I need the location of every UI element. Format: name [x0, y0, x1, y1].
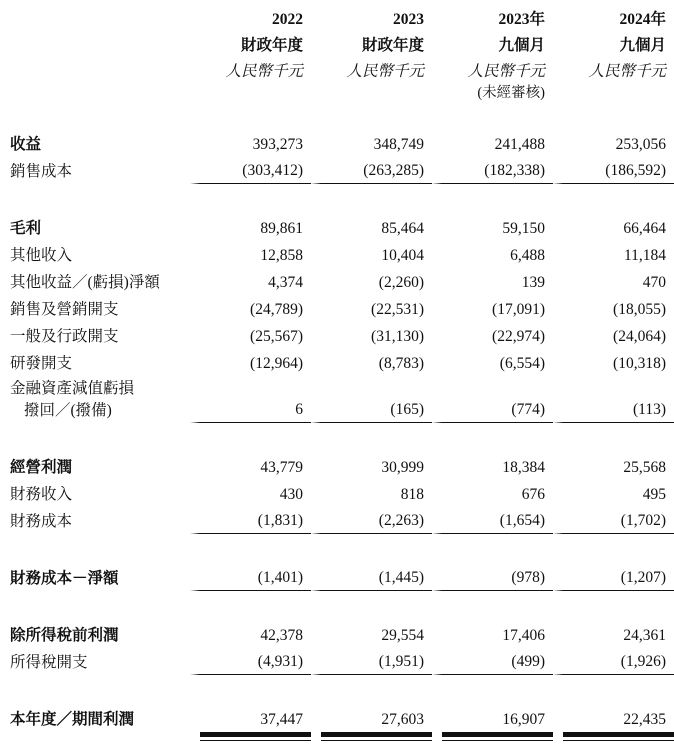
value-cell: 18,384 — [502, 458, 545, 476]
empty-cell — [311, 376, 432, 398]
value-cell: (10,318) — [613, 354, 666, 372]
value-cell: (22,974) — [492, 327, 545, 345]
row-label: 財務成本－淨額 — [10, 569, 119, 587]
row-label: 毛利 — [10, 219, 42, 237]
value-cell: (303,412) — [190, 157, 311, 184]
value-cell: 11,184 — [623, 246, 666, 264]
value-cell: 27,603 — [381, 710, 424, 728]
row-label: 本年度／期間利潤 — [10, 710, 135, 728]
header-spacer — [311, 84, 432, 104]
row-impairment-reversal-provision — [0, 398, 674, 423]
value-cell: (2,263) — [311, 507, 432, 534]
value-cell: (31,130) — [371, 327, 424, 345]
header-spacer — [0, 6, 190, 32]
value-cell: 676 — [521, 485, 545, 503]
value-cell: (6,554) — [499, 354, 545, 372]
row-gross-profit — [0, 214, 674, 241]
row-label: 一般及行政開支 — [10, 327, 119, 345]
row-operating-profit — [0, 453, 674, 480]
value-cell: (165) — [311, 398, 432, 423]
value-cell: 85,464 — [381, 219, 424, 237]
value-cell: (1,654) — [432, 507, 553, 534]
spacer-row — [0, 675, 674, 705]
value-cell: 66,464 — [623, 219, 666, 237]
value-cell: (1,702) — [553, 507, 674, 534]
col-year-2023-9m: 2023年 — [498, 10, 545, 28]
row-label: 撥回／(撥備) — [24, 401, 112, 419]
value-cell: 6,488 — [510, 246, 545, 264]
value-cell: (1,926) — [553, 648, 674, 675]
value-cell: (774) — [432, 398, 553, 423]
value-cell: (182,338) — [432, 157, 553, 184]
value-cell: (24,064) — [613, 327, 666, 345]
value-cell: 89,861 — [260, 219, 303, 237]
value-cell: (1,951) — [311, 648, 432, 675]
row-label: 經營利潤 — [10, 458, 73, 476]
col-unit: 人民幣千元 — [588, 62, 666, 80]
row-finance-costs — [0, 507, 674, 534]
value-cell: (18,055) — [613, 300, 666, 318]
income-statement-table — [0, 6, 674, 742]
total-double-rule-row — [0, 732, 674, 742]
row-profit-before-tax — [0, 621, 674, 648]
value-cell: (4,931) — [190, 648, 311, 675]
value-cell: (17,091) — [492, 300, 545, 318]
empty-cell — [553, 376, 674, 398]
value-cell: 6 — [190, 398, 311, 423]
row-label: 其他收入 — [10, 246, 73, 264]
col-period: 九個月 — [619, 36, 666, 54]
spacer — [0, 184, 674, 214]
col-year-2024-9m: 2024年 — [619, 10, 666, 28]
value-cell: (25,567) — [250, 327, 303, 345]
spacer — [0, 591, 674, 621]
row-finance-income — [0, 480, 674, 507]
row-other-gains-losses-net — [0, 268, 674, 295]
value-cell: 30,999 — [381, 458, 424, 476]
row-label: 除所得稅前利潤 — [10, 626, 119, 644]
row-other-income — [0, 241, 674, 268]
value-cell: (499) — [432, 648, 553, 675]
empty-cell — [432, 376, 553, 398]
value-cell: 22,435 — [623, 710, 666, 728]
header-unit-row — [0, 58, 674, 84]
value-cell: (12,964) — [250, 354, 303, 372]
row-label: 財務收入 — [10, 485, 73, 503]
spacer-row — [0, 534, 674, 564]
col-period: 九個月 — [498, 36, 545, 54]
value-cell: 43,779 — [260, 458, 303, 476]
col-period: 財政年度 — [240, 36, 303, 54]
value-cell: 37,447 — [260, 710, 303, 728]
value-cell: (22,531) — [371, 300, 424, 318]
spacer — [0, 104, 674, 130]
value-cell: 495 — [642, 485, 666, 503]
double-rule — [553, 732, 674, 742]
value-cell: 17,406 — [502, 626, 545, 644]
empty-cell — [190, 376, 311, 398]
col-unit: 人民幣千元 — [225, 62, 303, 80]
header-spacer — [0, 32, 190, 58]
value-cell: (24,789) — [250, 300, 303, 318]
value-cell: 24,361 — [623, 626, 666, 644]
value-cell: (1,401) — [190, 564, 311, 591]
row-label: 銷售及營銷開支 — [10, 300, 119, 318]
header-spacer — [190, 84, 311, 104]
row-impairment-losses-label — [0, 376, 674, 398]
row-selling-marketing-expenses — [0, 295, 674, 322]
row-label: 銷售成本 — [10, 162, 73, 180]
spacer-row — [0, 104, 674, 130]
value-cell: 430 — [279, 485, 303, 503]
value-cell: (978) — [432, 564, 553, 591]
row-label: 金融資產減值虧損 — [10, 379, 135, 397]
col-unit: 人民幣千元 — [346, 62, 424, 80]
row-general-admin-expenses — [0, 322, 674, 349]
double-rule — [311, 732, 432, 742]
header-spacer — [0, 84, 190, 104]
row-revenue — [0, 130, 674, 157]
header-spacer — [553, 84, 674, 104]
value-cell: 348,749 — [373, 135, 424, 153]
value-cell: (8,783) — [378, 354, 424, 372]
value-cell: (186,592) — [553, 157, 674, 184]
value-cell: 42,378 — [260, 626, 303, 644]
row-label: 研發開支 — [10, 354, 73, 372]
value-cell: (113) — [553, 398, 674, 423]
value-cell: 818 — [400, 485, 424, 503]
row-label: 收益 — [10, 135, 42, 153]
value-cell: 10,404 — [381, 246, 424, 264]
col-year-2023: 2023 — [393, 10, 424, 28]
spacer-row — [0, 184, 674, 214]
row-cost-of-sales — [0, 157, 674, 184]
empty-cell — [0, 732, 190, 742]
row-label: 其他收益／(虧損)淨額 — [10, 273, 160, 291]
value-cell: 12,858 — [260, 246, 303, 264]
header-period-row — [0, 32, 674, 58]
col-period: 財政年度 — [361, 36, 424, 54]
header-unaudited-row — [0, 84, 674, 104]
spacer — [0, 534, 674, 564]
value-cell: 253,056 — [615, 135, 666, 153]
spacer-row — [0, 591, 674, 621]
value-cell: 470 — [642, 273, 666, 291]
row-finance-costs-net — [0, 564, 674, 591]
unaudited-note: (未經審核) — [477, 85, 545, 102]
header-year-row — [0, 6, 674, 32]
value-cell: (263,285) — [311, 157, 432, 184]
value-cell: 4,374 — [268, 273, 303, 291]
value-cell: 393,273 — [252, 135, 303, 153]
double-rule — [432, 732, 553, 742]
row-income-tax-expense — [0, 648, 674, 675]
col-unit: 人民幣千元 — [467, 62, 545, 80]
row-rd-expenses — [0, 349, 674, 376]
spacer — [0, 675, 674, 705]
value-cell: 241,488 — [494, 135, 545, 153]
value-cell: (1,207) — [553, 564, 674, 591]
value-cell: (1,445) — [311, 564, 432, 591]
row-profit-for-period — [0, 705, 674, 732]
value-cell: 29,554 — [381, 626, 424, 644]
spacer-row — [0, 423, 674, 453]
value-cell: 16,907 — [502, 710, 545, 728]
value-cell: (1,831) — [190, 507, 311, 534]
value-cell: 59,150 — [502, 219, 545, 237]
double-rule — [190, 732, 311, 742]
row-label: 所得稅開支 — [10, 653, 88, 671]
value-cell: (2,260) — [378, 273, 424, 291]
header-spacer — [0, 58, 190, 84]
spacer — [0, 423, 674, 453]
value-cell: 25,568 — [623, 458, 666, 476]
value-cell: 139 — [521, 273, 545, 291]
col-year-2022: 2022 — [272, 10, 303, 28]
row-label: 財務成本 — [10, 512, 73, 530]
